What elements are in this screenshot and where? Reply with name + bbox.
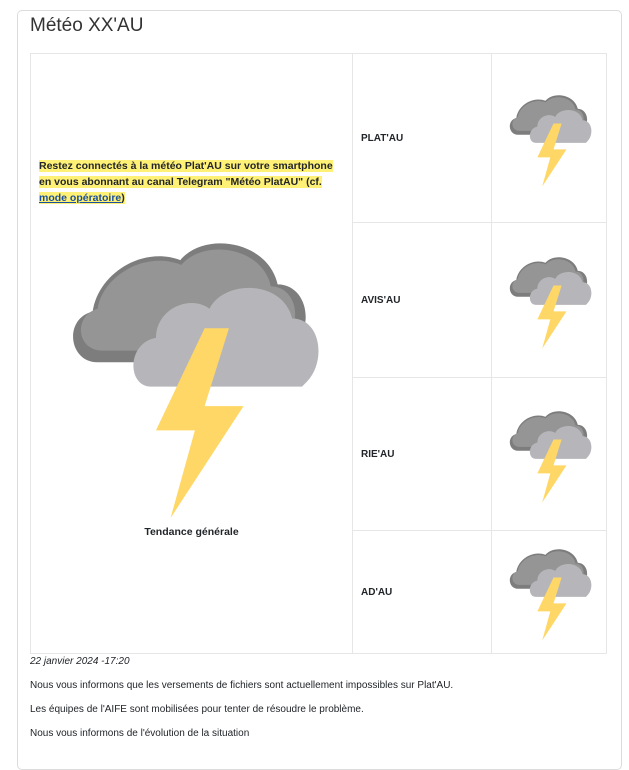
info-message: Les équipes de l'AIFE sont mobilisées pour tenter de résoudre le problème. xyxy=(30,704,364,715)
info-message: Nous vous informons que les versements de fichiers sont actuellement impossibles sur Plat'AU. xyxy=(30,680,454,691)
thunderstorm-icon xyxy=(505,542,593,642)
meteo-card xyxy=(17,10,622,770)
overall-trend-label: Tendance générale xyxy=(144,526,239,538)
info-message: Nous vous informons de l'évolution de la situation xyxy=(30,728,250,739)
meteo-table xyxy=(30,53,607,654)
notice-text-before: Restez connectés à la météo Plat'AU sur votre smartphone en vous abonnant au canal Telegram "Météo PlatAU" (cf. xyxy=(39,160,333,188)
overall-thunderstorm-icon xyxy=(55,226,327,518)
thunderstorm-icon xyxy=(505,88,593,188)
service-name: PLAT'AU xyxy=(353,54,492,223)
service-name: AD'AU xyxy=(353,531,492,654)
service-status-cell xyxy=(492,54,607,223)
service-status-cell xyxy=(492,378,607,531)
service-status-cell xyxy=(492,223,607,378)
service-name: AVIS'AU xyxy=(353,223,492,378)
thunderstorm-icon xyxy=(505,250,593,350)
mode-operatoire-link[interactable]: mode opératoire xyxy=(39,192,122,204)
card-title: Météo XX'AU xyxy=(30,15,144,36)
telegram-notice xyxy=(39,158,344,206)
overall-cell xyxy=(31,54,353,654)
thunderstorm-icon xyxy=(505,404,593,504)
service-status-cell xyxy=(492,531,607,654)
service-name: RIE'AU xyxy=(353,378,492,531)
notice-text-after: ) xyxy=(121,192,125,204)
notice-text xyxy=(39,160,333,204)
info-date: 22 janvier 2024 -17:20 xyxy=(30,656,130,667)
